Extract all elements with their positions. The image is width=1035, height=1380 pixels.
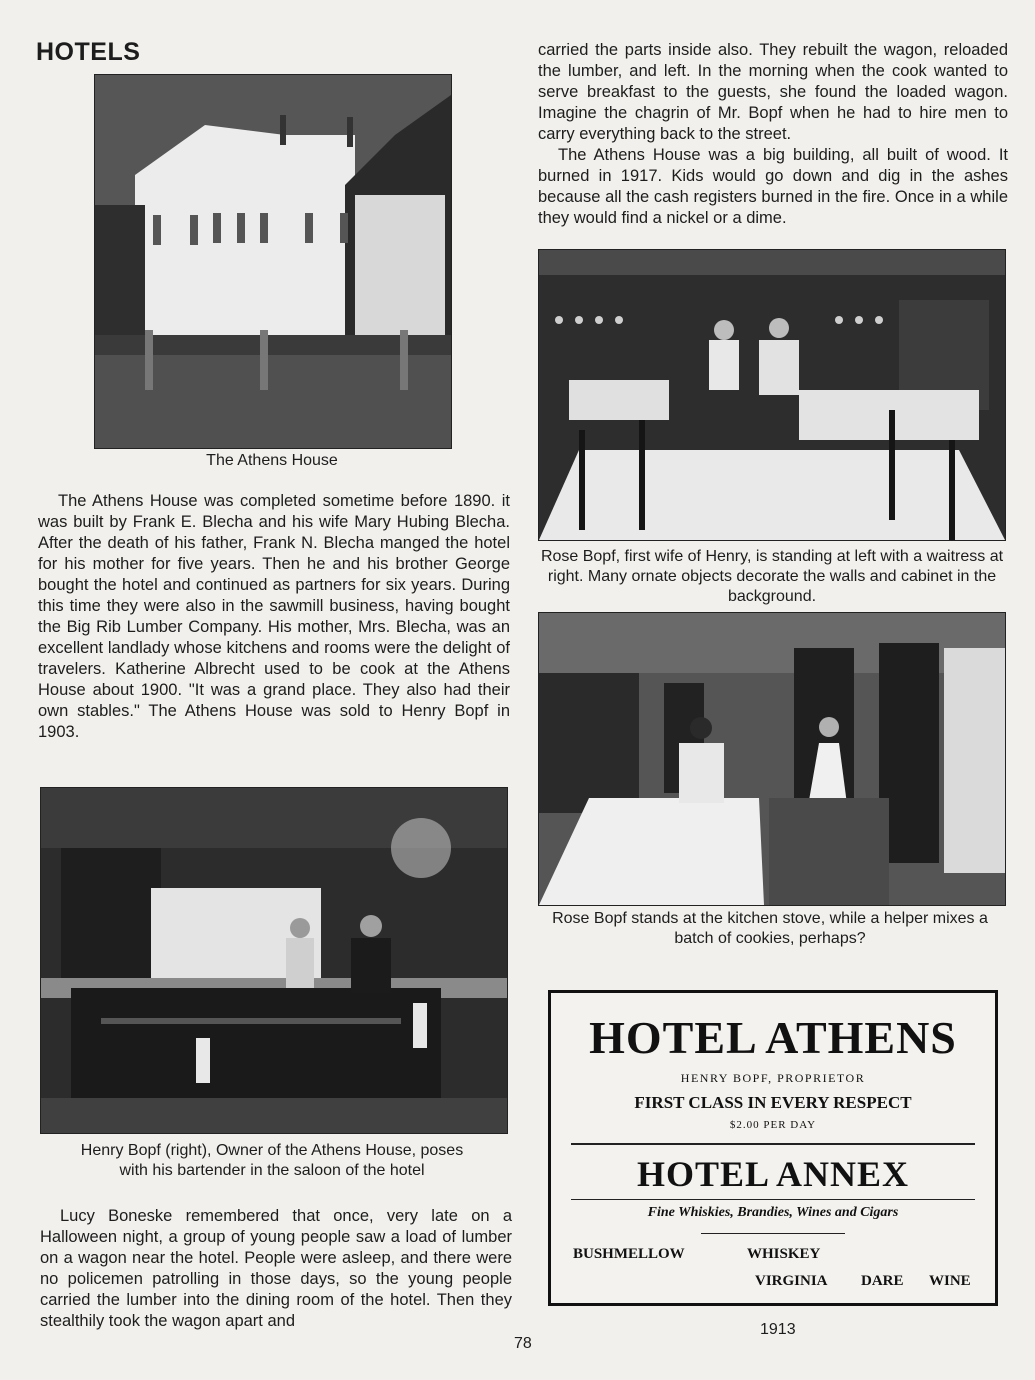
ad-brand-whiskey: WHISKEY [747, 1246, 821, 1262]
dining-room-photo [538, 249, 1006, 541]
ad-brand-virginia: VIRGINIA [755, 1273, 828, 1289]
halloween-paragraph [40, 1206, 512, 1332]
page-number: 78 [514, 1335, 532, 1352]
halloween-text: Lucy Boneske remembered that once, very late on a Halloween night, a group of young people saw a load of lumber on a wagon near the hotel. People were asleep, and there were no policemen patrolling in those days, so the young people carried the lumber into the dining room of the hotel. Then they stealthily took the wagon apart and [40, 1207, 512, 1330]
kitchen-photo [538, 612, 1006, 906]
hotel-athens-advertisement [548, 990, 998, 1306]
dining-room-caption: Rose Bopf, first wife of Henry, is standing at left with a waitress at right. Many ornate objects decorate the walls and cabinet in the background. [540, 548, 1004, 605]
page-heading: HOTELS [36, 38, 141, 66]
ad-annex: HOTEL ANNEX [636, 1154, 910, 1194]
athens-house-photo [94, 74, 452, 449]
ad-tagline: FIRST CLASS IN EVERY RESPECT [634, 1093, 912, 1112]
ad-brand-wine: WINE [929, 1273, 971, 1289]
ad-year: 1913 [760, 1321, 796, 1338]
ad-title: HOTEL ATHENS [589, 1012, 957, 1063]
ad-rate: $2.00 PER DAY [729, 1119, 817, 1131]
ad-divider-mid [571, 1199, 975, 1200]
athens-house-text: The Athens House was completed sometime before 1890. it was built by Frank E. Blecha and his wife Mary Hubing Blecha. After the death of his father, Frank N. Blecha manged the hotel for his mother for five years. Then he and his brother George bought the hotel and continued as partners for six years. During this time they were also in the sawmill business, having bought the Big Rib Lumber Company. His mother, Mrs. Blecha, was an excellent landlady whose kitchens and rooms were the delight of travelers. Katherine Albrecht used to be cook at the Athens House about 1900. "It was a grand place. They also had their own stables." The Athens House was sold to Henry Bopf in 1903. [38, 492, 510, 741]
burned-text: The Athens House was a big building, all built of wood. It burned in 1917. Kids would go down and dig in the ashes because all the cash registers burned in the fire. Once in a while they would find a nickel or a dime. [538, 146, 1008, 227]
athens-house-paragraph [38, 491, 510, 743]
continued-paragraph [538, 40, 1008, 229]
ad-proprietor: HENRY BOPF, PROPRIETOR [680, 1071, 866, 1085]
ad-goods: Fine Whiskies, Brandies, Wines and Cigars [647, 1205, 899, 1220]
continued-text: carried the parts inside also. They rebuilt the wagon, reloaded the lumber, and left. In the morning when the cook wanted to serve breakfast to the guests, she found the loaded wagon. Imagine the chagrin of Mr. Bopf when he had to hire men to carry everything back to the street. [538, 41, 1008, 143]
ad-divider-top [571, 1143, 975, 1145]
saloon-caption: Henry Bopf (right), Owner of the Athens House, poses with his bartender in the saloon of the hotel [80, 1142, 464, 1179]
saloon-photo [40, 787, 508, 1134]
ad-divider-low [701, 1233, 845, 1234]
ad-brand-bushmellow: BUSHMELLOW [573, 1246, 685, 1262]
athens-house-caption: The Athens House [206, 452, 338, 469]
ad-brand-dare: DARE [861, 1273, 904, 1289]
kitchen-caption: Rose Bopf stands at the kitchen stove, while a helper mixes a batch of cookies, perhaps? [552, 910, 988, 947]
